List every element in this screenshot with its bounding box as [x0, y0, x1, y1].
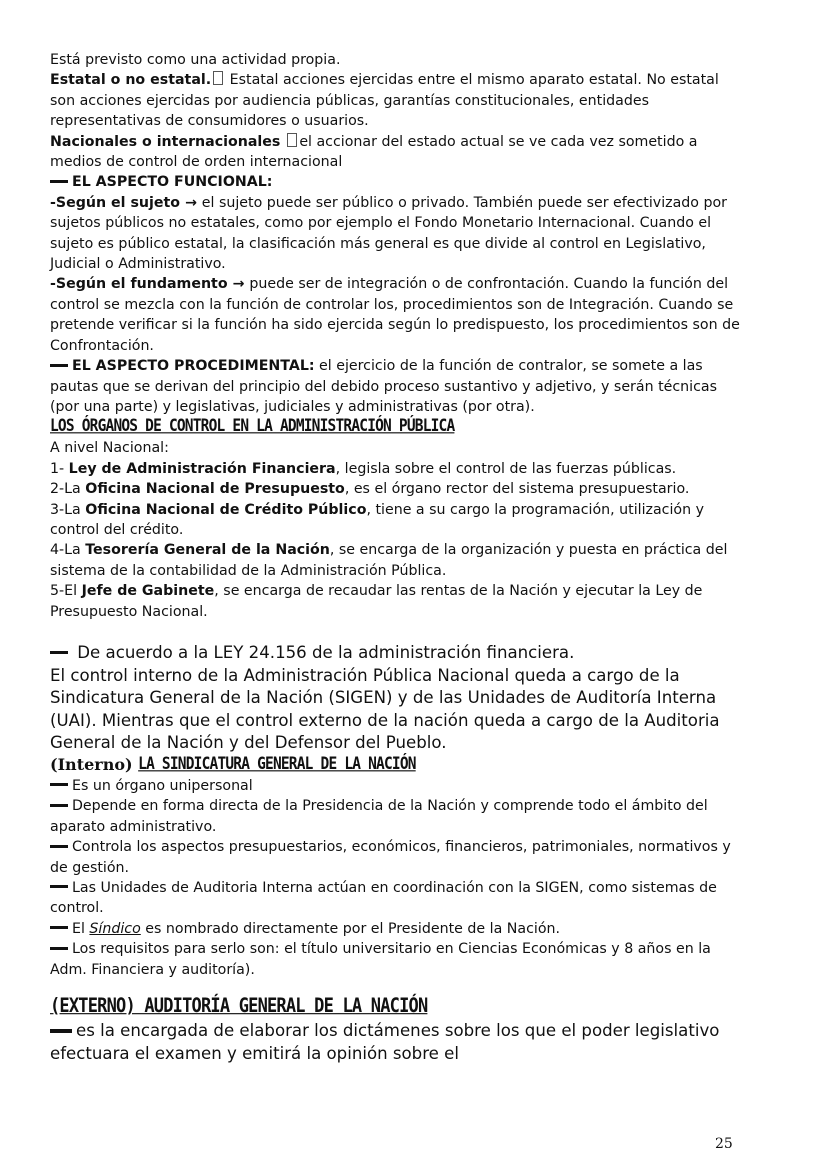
dash-icon: [50, 947, 68, 950]
underlined-term: Síndico: [89, 920, 141, 937]
heading-text: (EXTERNO) AUDITORÍA GENERAL DE LA NACIÓN: [50, 994, 428, 1018]
list-item: [50, 500, 740, 541]
paragraph: Está previsto como una actividad propia.: [50, 52, 341, 68]
list-item: [50, 878, 740, 919]
text: puede ser de integración o de confrontación. Cuando la función del control se mezcla con la función de controlar los, procedimientos son de Integración. Cuando se pretende verificar si la función ha sido ejercida según lo predispuesto, los procedimientos son de Confrontación.: [50, 276, 740, 354]
paragraph-fundamento: [50, 274, 740, 356]
list-number: 4-La: [50, 542, 86, 559]
list-item: [50, 837, 740, 878]
bold-term: Oficina Nacional de Crédito Público: [85, 501, 367, 518]
list-item: [50, 919, 740, 939]
dash-icon: [50, 783, 68, 786]
list-number: 5-El: [50, 583, 82, 600]
bold-term: Jefe de Gabinete: [81, 583, 215, 600]
spacer: [50, 622, 740, 642]
paragraph-procedimental: [50, 356, 740, 417]
text: es la encargada de elaborar los dictámenes sobre los que el poder legislativo efectuara el examen y emitirá la opinión sobre el: [50, 1021, 720, 1063]
text: Los requisitos para serlo son: el título universitario en Ciencias Económicas y 8 años en la Adm. Financiera y auditoría).: [50, 941, 711, 978]
dash-icon: [50, 804, 68, 807]
paragraph: A nivel Nacional:: [50, 440, 169, 457]
bold-term: Ley de Administración Financiera: [68, 460, 336, 477]
paragraph-externo: [50, 1020, 740, 1065]
list-item: [50, 479, 740, 499]
text: El: [72, 920, 90, 937]
list-item: [50, 796, 740, 837]
dash-icon: [50, 1029, 72, 1033]
list-item: [50, 939, 740, 980]
dash-icon: [50, 364, 68, 367]
list-item: [50, 459, 740, 479]
bold-term: Estatal o no estatal.: [50, 72, 212, 89]
paragraph-estatal: [50, 70, 740, 131]
text: Estatal acciones ejercidas entre el mismo aparato estatal. No estatal son acciones ejercidas por audiencia públicas, garantías constitucionales, entidades representativas de consumidores o usuarios.: [50, 72, 719, 130]
section-funcional: [50, 172, 740, 192]
dash-icon: [50, 845, 68, 848]
arrow-right-icon: →: [227, 276, 250, 293]
dash-icon: [50, 926, 68, 929]
list-number: 2-La: [50, 481, 86, 498]
paragraph-control: El control interno de la Administración Pública Nacional queda a cargo de la Sindicatura General de la Nación (SIGEN) y de las Unidades de Auditoría Interna (UAI). Mientras que el control externo de la nación queda a cargo de la Auditoria General de la Nación y del Defensor del Pueblo.: [50, 665, 720, 753]
heading-text: EL ASPECTO FUNCIONAL:: [72, 174, 273, 191]
heading-text: LA SINDICATURA GENERAL DE LA NACIÓN: [138, 755, 416, 774]
list-item: [50, 581, 740, 622]
paragraph-ley: [50, 642, 740, 665]
text: , se encarga de la organización y puesta en práctica del sistema de la contabilidad de la Administración Pública.: [50, 542, 728, 579]
bold-term: EL ASPECTO PROCEDIMENTAL:: [72, 358, 315, 375]
bold-term: Oficina Nacional de Presupuesto: [85, 481, 345, 498]
dash-icon: [50, 651, 68, 654]
document-page: [50, 50, 740, 1065]
text: Es un órgano unipersonal: [72, 777, 253, 794]
text: , tiene a su cargo la programación, utilización y control del crédito.: [50, 501, 704, 538]
list-number: 1-: [50, 460, 69, 477]
missing-glyph-icon: [287, 133, 297, 147]
text: Controla los aspectos presupuestarios, económicos, financieros, patrimoniales, normativos y de gestión.: [50, 839, 731, 876]
bold-term: -Según el fundamento: [50, 276, 228, 293]
text: el accionar del estado actual se ve cada vez sometido a medios de control de orden internacional: [50, 133, 698, 171]
heading-sindicatura: [50, 755, 740, 776]
list-item: [50, 540, 740, 581]
text: De acuerdo a la LEY 24.156 de la administración financiera.: [72, 642, 575, 662]
text: Las Unidades de Auditoria Interna actúan en coordinación con la SIGEN, como sistemas de control.: [50, 879, 717, 917]
text: , se encarga de recaudar las rentas de la Nación y ejecutar la Ley de Presupuesto Nacional.: [50, 583, 703, 620]
missing-glyph-icon: [213, 71, 223, 85]
text: el sujeto puede ser público o privado. También puede ser efectivizado por sujetos públicos no estatales, como por ejemplo el Fondo Monetario Internacional. Cuando el sujeto es público estatal, la clasificación más general es que divide al control en Legislativo, Judicial o Administrativo.: [50, 194, 728, 273]
text: es nombrado directamente por el Presidente de la Nación.: [140, 920, 560, 937]
heading-text: LOS ÓRGANOS DE CONTROL EN LA ADMINISTRACIÓN PÚBLICA: [50, 417, 455, 437]
dash-icon: [50, 180, 68, 183]
bold-term: Tesorería General de la Nación: [85, 542, 330, 559]
arrow-right-icon: →: [180, 194, 202, 211]
heading-organos: [50, 417, 740, 438]
text: , legisla sobre el control de las fuerzas públicas.: [335, 460, 677, 477]
bold-term: Nacionales o internacionales: [50, 133, 286, 150]
heading-prefix: (Interno): [50, 754, 139, 774]
text: Depende en forma directa de la Presidencia de la Nación y comprende todo el ámbito del aparato administrativo.: [50, 798, 708, 835]
list-item: [50, 776, 740, 796]
list-number: 3-La: [50, 501, 86, 518]
heading-auditoria: [50, 996, 740, 1020]
text: el ejercicio de la función de contralor, se somete a las pautas que se derivan del principio del debido proceso sustantivo y adjetivo, y serán técnicas (por una parte) y legislativas, judiciales y administrativas (por otra).: [50, 358, 717, 415]
paragraph-nacionales: [50, 132, 740, 173]
text: , es el órgano rector del sistema presupuestario.: [344, 481, 690, 498]
paragraph-sujeto: [50, 193, 740, 275]
bold-term: -Según el sujeto: [50, 194, 181, 211]
page-number: 25: [715, 1136, 733, 1152]
dash-icon: [50, 885, 68, 888]
